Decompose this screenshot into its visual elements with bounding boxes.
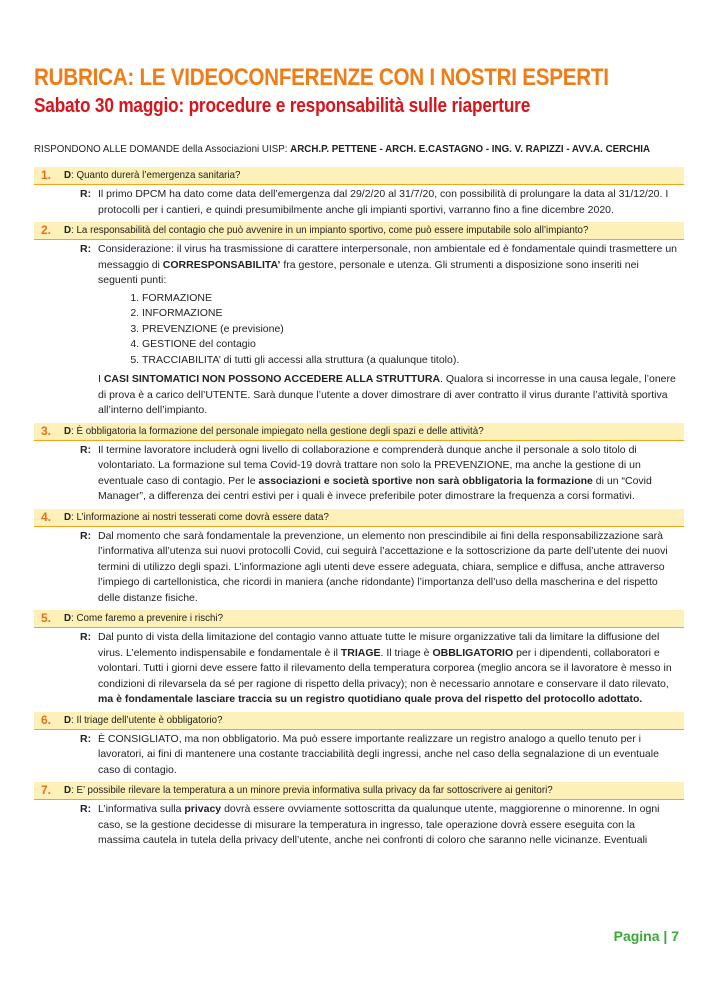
answer-block xyxy=(34,802,684,849)
question-text: D: Il triage dell’utente è obbligatorio? xyxy=(64,713,223,726)
answer-text: Il primo DPCM ha dato come data dell’emergenza dal 29/2/20 al 31/7/20, con possibilità di prolungare la data al 31/12/20. I protocolli per i cantieri, e quindi presumibilmente anche gli impianti sportivi, varranno fino a fine dicembre 2020. xyxy=(98,188,669,216)
list-item: 5. TRACCIABILITA’ di tutti gli accessi alla struttura (a qualunque titolo). xyxy=(142,353,678,369)
question-bar xyxy=(34,222,684,240)
question-number: 3. xyxy=(41,423,52,438)
question-bar xyxy=(34,712,684,730)
answer-block xyxy=(34,630,684,708)
question-number: 6. xyxy=(41,712,52,727)
answer-text: Considerazione: il virus ha trasmissione di carattere interpersonale, non ambientale ed è fondamentale quindi trasmettere un messaggio di CORRESPONSABILITA’ fra gestore, personale e utenza. Gli strumenti a disposizione sono inseriti nei seguenti punti: xyxy=(98,243,677,286)
page-number: Pagina | 7 xyxy=(613,928,679,944)
answer-block xyxy=(34,443,684,505)
answer-text: Dal momento che sarà fondamentale la prevenzione, un elemento non prescindibile ai fini della responsabilizzazione sarà l’informativa all’utenza sui nuovi protocolli Covid, cui seguirà l’accettazione e la sottoscrizione da parte dell’utente dei nuovi termini di utilizzo degli spazi. L’informazione agli utenti deve essere adeguata, chiara, semplice e diffusa, anche attraverso l’impiego di cartellonistica, che ricordi in maniera (anche ridondante) l’importanza dell’uso della mascherina e del rispetto delle distanze fisiche. xyxy=(98,529,668,604)
question-bar xyxy=(34,509,684,527)
question-bar xyxy=(34,610,684,628)
list-item: 2. INFORMAZIONE xyxy=(142,306,678,322)
answer-label: R: xyxy=(80,732,92,745)
question-text: D: La responsabilità del contagio che può avvenire in un impianto sportivo, come può essere imputabile solo all’impianto? xyxy=(64,224,589,236)
question-number: 1. xyxy=(41,168,52,182)
answer-label: R: xyxy=(80,529,92,542)
question-text: D: L’informazione ai nostri tesserati come dovrà essere data? xyxy=(64,510,329,523)
answer-label: R: xyxy=(80,803,92,815)
list-item: 4. GESTIONE del contagio xyxy=(142,337,678,353)
question-number: 5. xyxy=(41,611,52,625)
question-number: 7. xyxy=(41,783,52,797)
question-bar xyxy=(34,782,684,800)
intro-experts: ARCH.P. PETTENE - ARCH. E.CASTAGNO - ING. V. RAPIZZI - AVV.A. CERCHIA xyxy=(290,143,651,155)
answer-text: L’informativa sulla privacy dovrà essere ovviamente sottoscritta da qualunque utente, maggiorenne o minorenne. In ogni caso, se la gestione decidesse di misurare la temperatura in ingresso, tale operazione dovrà essere eseguita con la massima cautela in tutela della privacy dell’utente, anche nei confronti di coloro che saranno nelle vicinanze. Eventuali xyxy=(98,803,660,846)
question-text: D: È obbligatoria la formazione del personale impiegato nella gestione degli spazi e delle attività? xyxy=(64,424,484,437)
question-text: D: E’ possibile rilevare la temperatura a un minore previa informativa sulla privacy da far sottoscrivere ai genitori? xyxy=(64,784,553,796)
page-subtitle: Sabato 30 maggio: procedure e responsabilità sulle riaperture xyxy=(34,95,531,117)
answer-block xyxy=(34,242,684,419)
answer-block xyxy=(34,732,684,779)
answer-block xyxy=(34,529,684,607)
answer-text: I CASI SINTOMATICI NON POSSONO ACCEDERE ALLA STRUTTURA. Qualora si incorresse in una causa legale, l’onere di prova è a carico dell’UTENTE. Sarà dunque l’utente a dover dimostrare di aver contratto il virus durante l’attività sportiva all’interno dell’impianto. xyxy=(98,373,676,416)
qa-list xyxy=(34,163,684,852)
question-number: 2. xyxy=(41,223,52,237)
intro-prefix: RISPONDONO ALLE DOMANDE della Associazioni UISP: xyxy=(34,143,291,155)
question-bar xyxy=(34,423,684,441)
intro-line xyxy=(34,143,651,155)
answer-label: R: xyxy=(80,188,92,200)
answer-label: R: xyxy=(80,443,92,456)
question-text: D: Come faremo a prevenire i rischi? xyxy=(64,612,224,624)
measures-list xyxy=(98,291,678,369)
question-text: D: Quanto durerà l’emergenza sanitaria? xyxy=(64,169,241,181)
answer-label: R: xyxy=(80,243,92,255)
question-bar xyxy=(34,167,684,185)
list-item: 3. PREVENZIONE (e previsione) xyxy=(142,322,678,338)
answer-block xyxy=(34,187,684,218)
list-item: 1. FORMAZIONE xyxy=(142,291,678,307)
page-title: RUBRICA: LE VIDEOCONFERENZE CON I NOSTRI ESPERTI xyxy=(34,64,609,91)
answer-text: Il termine lavoratore includerà ogni livello di collaborazione e comprenderà dunque anche il personale a solo titolo di volontariato. La formazione sul tema Covid-19 dovrà trattare non solo la PREVENZIONE, ma anche la gestione di un eventuale caso di contagio. Per le associazioni e società sportive non sarà obbligatoria la formazione di un “Covid Manager”, a differenza dei centri estivi per i quali è invece preferibile poter dimostrare la frequenza a corsi formativi. xyxy=(98,443,652,502)
answer-text: È CONSIGLIATO, ma non obbligatorio. Ma può essere importante realizzare un registro analogo a quello tenuto per i lavoratori, ai fini di mantenere una costante tracciabilità degli ingressi, anche nel caso della segnalazione di un eventuale caso di contagio. xyxy=(98,732,659,776)
question-number: 4. xyxy=(41,509,52,524)
answer-text: Dal punto di vista della limitazione del contagio vanno attuate tutte le misure organizzative tali da limitare la diffusione del virus. L’elemento indispensabile e fondamentale è il TRIAGE. Il triage è OBBLIGATORIO per i dipendenti, collaboratori e volontari. Tutti i giorni deve essere fatto il rilevamento della temperatura corporea (meglio ancora se il lavoratore è messo in condizioni di rilevarsela da sé per ragione di rispetto della privacy); non è necessario annotare e conservare il dato rilevato, ma è fondamentale lasciare traccia su un registro quotidiano quale prova del rispetto del protocollo adottato. xyxy=(98,631,672,705)
answer-label: R: xyxy=(80,631,92,643)
